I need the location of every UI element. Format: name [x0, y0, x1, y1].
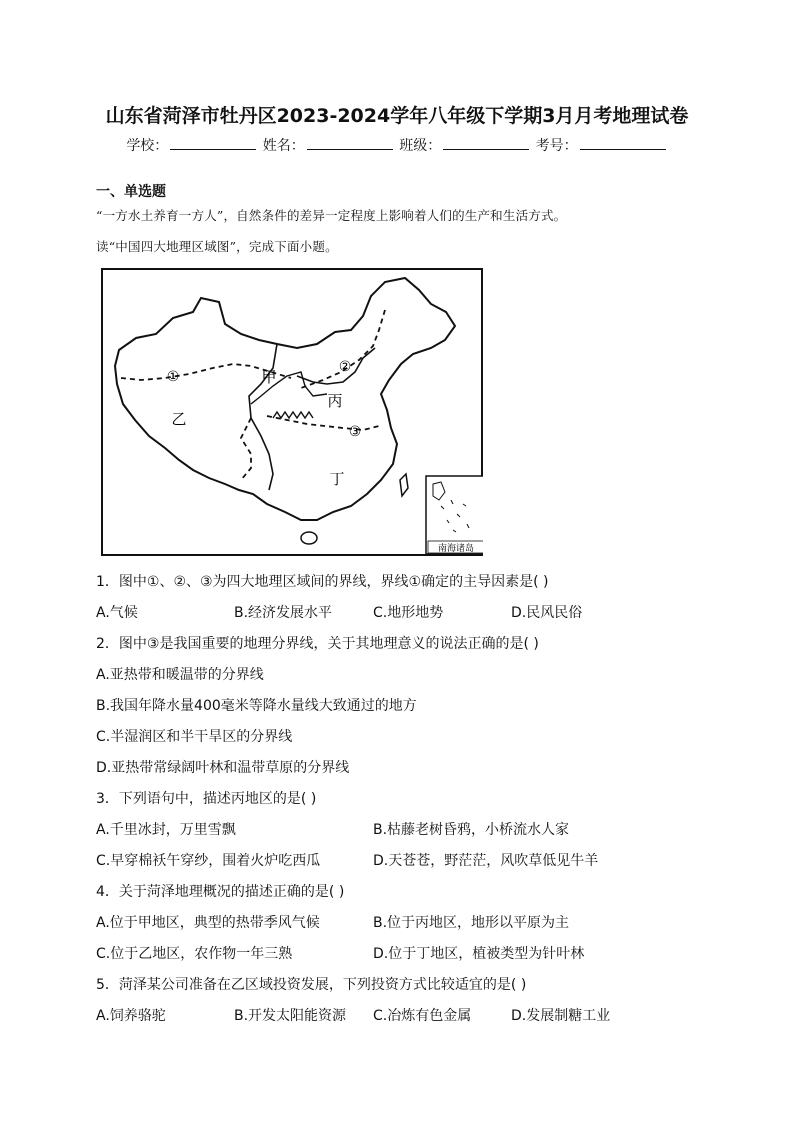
intro-line-2: 读“中国四大地理区域图”，完成下面小题。 — [96, 239, 338, 254]
q2-option-a[interactable]: A.亚热带和暖温带的分界线 — [96, 667, 264, 683]
label-region-bing: 丙 — [327, 392, 343, 410]
q1-option-b[interactable]: B.经济发展水平 — [234, 605, 333, 621]
page-title: 山东省菏泽市牡丹区2023-2024学年八年级下学期3月月考地理试卷 — [105, 105, 689, 127]
class-blank[interactable] — [443, 137, 529, 150]
label-region-jia: 甲 — [261, 368, 277, 386]
q2-option-b[interactable]: B.我国年降水量400毫米等降水量线大致通过的地方 — [96, 698, 417, 714]
q1-option-a[interactable]: A.气候 — [96, 605, 138, 621]
q5-option-a[interactable]: A.饲养骆驼 — [96, 1008, 166, 1024]
q5-option-d[interactable]: D.发展制糖工业 — [511, 1008, 611, 1024]
q4-option-b[interactable]: B.位于丙地区，地形以平原为主 — [373, 915, 570, 931]
q3-option-a[interactable]: A.千里冰封，万里雪飘 — [96, 822, 236, 838]
class-label: 班级： — [399, 138, 442, 154]
question-4-stem: 4．关于菏泽地理概况的描述正确的是( ) — [96, 884, 345, 900]
inset-label: 南海诸岛 — [437, 544, 475, 554]
label-line-3: ③ — [348, 424, 362, 440]
q3-option-b[interactable]: B.枯藤老树昏鸦，小桥流水人家 — [373, 822, 570, 838]
q1-option-c[interactable]: C.地形地势 — [373, 605, 444, 621]
q4-option-a[interactable]: A.位于甲地区，典型的热带季风气候 — [96, 915, 320, 931]
exam-no-blank[interactable] — [580, 137, 666, 150]
q4-option-d[interactable]: D.位于丁地区，植被类型为针叶林 — [373, 946, 585, 962]
question-3-stem: 3．下列语句中，描述丙地区的是( ) — [96, 791, 317, 807]
name-label: 姓名： — [262, 138, 305, 154]
student-info-line — [0, 135, 794, 155]
question-5-stem: 5．菏泽某公司准备在乙区域投资发展，下列投资方式比较适宜的是( ) — [96, 977, 527, 993]
school-label: 学校： — [126, 138, 169, 154]
q5-option-c[interactable]: C.冶炼有色金属 — [373, 1008, 472, 1024]
q2-option-d[interactable]: D.亚热带常绿阔叶林和温带草原的分界线 — [96, 760, 350, 776]
q5-option-b[interactable]: B.开发太阳能资源 — [234, 1008, 347, 1024]
exam-no-label: 考号： — [535, 138, 578, 154]
label-region-yi: 乙 — [171, 410, 187, 428]
label-line-1: ① — [166, 369, 180, 385]
school-blank[interactable] — [170, 137, 256, 150]
label-region-ding: 丁 — [329, 470, 345, 488]
q4-option-c[interactable]: C.位于乙地区，农作物一年三熟 — [96, 946, 293, 962]
china-regions-map — [101, 268, 483, 556]
q2-option-c[interactable]: C.半湿润区和半干旱区的分界线 — [96, 729, 293, 745]
q1-option-d[interactable]: D.民风民俗 — [511, 605, 583, 621]
question-2-stem: 2．图中③是我国重要的地理分界线，关于其地理意义的说法正确的是( ) — [96, 636, 539, 652]
q3-option-d[interactable]: D.天苍苍，野茫茫，风吹草低见牛羊 — [373, 853, 599, 869]
name-blank[interactable] — [307, 137, 393, 150]
south-china-sea-inset — [426, 476, 483, 554]
question-1-stem: 1．图中①、②、③为四大地理区域间的界线，界线①确定的主导因素是( ) — [96, 574, 549, 590]
label-line-2: ② — [338, 359, 352, 375]
intro-line-1: “一方水土养育一方人”，自然条件的差异一定程度上影响着人们的生产和生活方式。 — [96, 208, 567, 223]
q3-option-c[interactable]: C.早穿棉袄午穿纱，围着火炉吃西瓜 — [96, 853, 321, 869]
section-heading: 一、单选题 — [96, 184, 166, 200]
